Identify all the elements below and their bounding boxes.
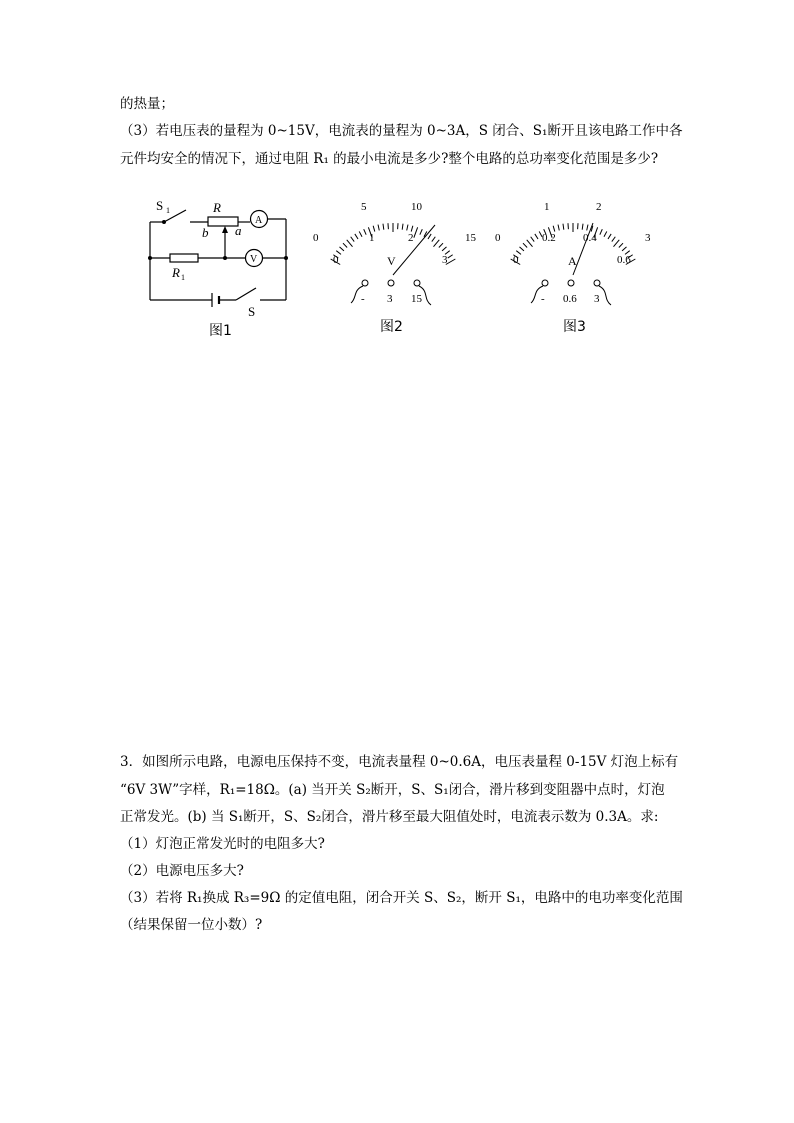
dial-tick	[523, 243, 527, 247]
terminal-label: 3	[387, 293, 393, 305]
top-tick-label: 0	[313, 232, 319, 244]
dial-tick	[411, 226, 413, 232]
label-r1: R	[172, 265, 180, 280]
dial-tick	[339, 247, 343, 251]
dial-tick	[439, 243, 443, 247]
terminal-label: -	[361, 293, 365, 305]
terminal-label: 15	[411, 293, 422, 305]
terminal-label: -	[541, 293, 545, 305]
label-a: a	[235, 223, 242, 238]
dial-tick	[378, 225, 379, 231]
dial-tick	[613, 240, 619, 247]
top-tick-label: 0	[495, 232, 501, 244]
ammeter-symbol: A	[255, 215, 263, 226]
dial-tick	[420, 229, 422, 234]
dial-tick	[553, 226, 555, 232]
dial-tick	[587, 225, 588, 231]
dial-tick	[531, 237, 535, 242]
figure1-caption: 图1	[209, 323, 232, 339]
bottom-tick-label: 2	[408, 232, 414, 244]
dial-tick	[582, 224, 583, 230]
top-tick-label: 15	[465, 232, 476, 244]
dial-tick	[442, 247, 446, 251]
text-line: （3）若电压表的量程为 0~15V，电流表的量程为 0~3A，S 闭合、S₁断开且该电路工作中各	[120, 123, 683, 139]
label-r: R	[213, 200, 221, 215]
dial-tick	[407, 225, 408, 231]
bottom-tick-label: 0	[333, 254, 339, 266]
dial-tick	[433, 240, 439, 247]
figure2-caption: 图2	[380, 319, 403, 335]
dial-tick	[527, 240, 533, 247]
dial-tick	[612, 237, 616, 242]
text-line: （结果保留一位小数）?	[120, 917, 263, 933]
dial-tick	[402, 224, 403, 230]
dial-tick	[383, 224, 384, 230]
bottom-tick-label: 1	[369, 232, 375, 244]
label-r1-sub: 1	[181, 273, 185, 282]
figure3-caption: 图3	[563, 319, 586, 335]
top-tick-label: 10	[411, 201, 422, 213]
dial-tick	[619, 243, 623, 247]
dial-tick	[351, 237, 355, 242]
text-line: “6V 3W”字样，R₁=18Ω。(a) 当开关 S₂断开，S、S₁闭合，滑片移到变阻器中点时，灯泡	[120, 782, 665, 798]
dial-tick	[364, 229, 366, 234]
text-line: 的热量；	[120, 96, 174, 112]
text-line: 正常发光。(b) 当 S₁断开，S、S₂闭合，滑片移至最大阻值处时，电流表示数为 0.3A。求:	[120, 809, 659, 825]
dial-tick	[448, 255, 453, 258]
dial-tick	[535, 234, 538, 239]
dial-tick	[600, 229, 602, 234]
terminal-label: 0.6	[563, 293, 577, 305]
text-line: 元件均安全的情况下，通过电阻 R₁ 的最小电流是多少?整个电路的总功率变化范围是多少?	[120, 151, 659, 167]
label-s1: S	[156, 198, 164, 213]
dial-tick	[604, 231, 607, 236]
label-b: b	[202, 225, 209, 240]
circuit-diagram	[140, 190, 300, 320]
bottom-tick-label: 0.6	[617, 254, 631, 266]
voltmeter-symbol: V	[250, 254, 258, 265]
dial-tick	[563, 224, 564, 230]
dial-tick	[359, 231, 362, 236]
dial-tick	[519, 247, 523, 251]
top-tick-label: 1	[544, 201, 550, 213]
bottom-tick-label: 0.2	[542, 232, 556, 244]
terminal-label: 3	[594, 293, 600, 305]
dial-tick	[558, 225, 559, 231]
dial-tick	[432, 237, 436, 242]
dial-tick	[355, 234, 358, 239]
label-s: S	[248, 304, 256, 319]
bottom-tick-label: 0	[513, 254, 519, 266]
bottom-tick-label: 0.4	[583, 232, 597, 244]
dial-tick	[622, 247, 626, 251]
dial-tick	[343, 243, 347, 247]
top-tick-label: 2	[596, 201, 602, 213]
text-line: （1）灯泡正常发光时的电阻多大?	[120, 836, 325, 852]
text-line: （3）若将 R₁换成 R₃=9Ω 的定值电阻，闭合开关 S、S₂，断开 S₁，电路中的电功率变化范围	[120, 890, 683, 906]
dial-tick	[347, 240, 353, 247]
text-line: 3．如图所示电路，电源电压保持不变，电流表量程 0~0.6A，电压表量程 0-15V 灯泡上标有	[120, 754, 679, 770]
ammeter-dial	[485, 195, 665, 310]
voltmeter-dial	[305, 195, 485, 310]
top-tick-label: 3	[645, 232, 651, 244]
meter-symbol: V	[387, 254, 396, 268]
dial-tick	[373, 226, 375, 232]
text-line: （2）电源电压多大?	[120, 863, 244, 879]
label-s1-sub: 1	[166, 206, 170, 215]
dial-tick	[428, 234, 431, 239]
top-tick-label: 5	[361, 201, 367, 213]
dial-tick	[608, 234, 611, 239]
needle	[393, 225, 435, 275]
bottom-tick-label: 3	[442, 254, 448, 266]
meter-symbol: A	[568, 254, 577, 268]
dial-tick	[414, 227, 418, 237]
